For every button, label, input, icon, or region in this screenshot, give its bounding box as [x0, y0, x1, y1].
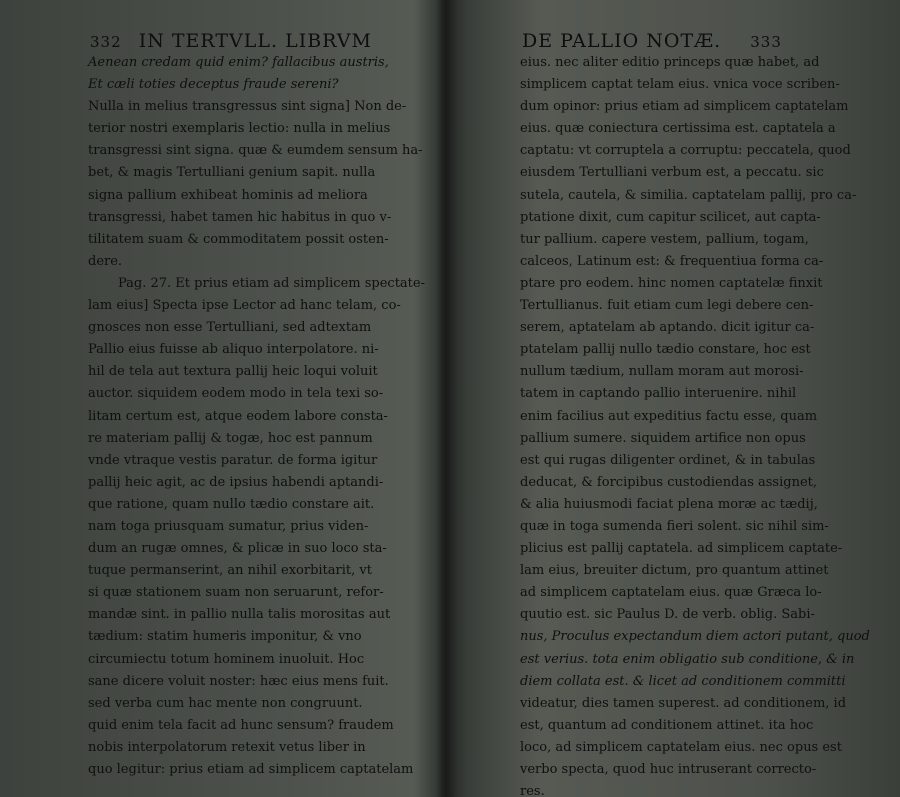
text-line: quo legitur: prius etiam ad simplicem captatelam	[88, 762, 414, 777]
text-line: quid enim tela facit ad hunc sensum? fraudem	[88, 717, 394, 733]
text-line: bet, & magis Tertulliani genium sapit. nulla	[88, 165, 376, 181]
text-line: lam eius, breuiter dictum, pro quantum attinet	[520, 563, 829, 579]
text-line: serem, aptatelam ab aptando. dicit igitur ca-	[520, 320, 815, 336]
text-line: lam eius] Specta ipse Lector ad hanc telam, co-	[88, 298, 401, 314]
text-line: dere.	[88, 253, 123, 269]
text-line: est qui rugas diligenter ordinet, & in tabulas	[520, 452, 816, 468]
text-line: litam certum est, atque eodem labore consta-	[88, 408, 388, 424]
text-line: eiusdem Tertulliani verbum est, a peccatu. sic	[520, 165, 824, 181]
text-line: pallij heic agit, ac de ipsius habendi aptandi-	[88, 474, 384, 490]
text-line: tædium: statim humeris imponitur, & vno	[88, 629, 362, 645]
text-line: est verius. tota enim obligatio sub conditione, & in	[520, 651, 855, 667]
text-line: tuque permanserint, an nihil exorbitarit, vt	[88, 563, 372, 579]
text-line: nam toga priusquam sumatur, prius viden-	[88, 518, 369, 534]
text-line: Et cæli toties deceptus fraude sereni?	[88, 77, 339, 93]
text-line: Tertullianus. fuit etiam cum legi debere cen-	[520, 298, 814, 314]
text-line: res.	[520, 784, 545, 797]
text-line: eius. nec aliter editio princeps quæ habet, ad	[520, 55, 820, 70]
text-line: & alia huiusmodi faciat plena moræ ac tædij,	[520, 496, 818, 512]
text-line: ptatelam pallij nullo tædio constare, hoc est	[520, 342, 811, 358]
text-line: verbo specta, quod huc intruserant correcto-	[520, 762, 817, 777]
text-line: dum opinor: prius etiam ad simplicem captatelam	[520, 99, 849, 115]
text-line: quutio est. sic Paulus D. de verb. oblig. Sabi-	[520, 607, 815, 623]
text-line: re materiam pallij & togæ, hoc est pannum	[88, 430, 373, 446]
text-line: Pallio eius fuisse ab aliquo interpolatore. ni-	[88, 342, 379, 358]
text-line: sane dicere voluit noster: hæc eius mens fuit.	[88, 673, 389, 689]
text-line: Pag. 27. Et prius etiam ad simplicem spectate-	[118, 275, 425, 291]
text-line: si quæ stationem suam non seruarunt, refor-	[88, 585, 384, 601]
text-line: vnde vtraque vestis paratur. de forma igitur	[88, 452, 378, 468]
right-page-number: 333	[750, 33, 782, 51]
text-line: circumiectu totum hominem inuoluit. Hoc	[88, 651, 365, 667]
text-line: sed verba cum hac mente non congruunt.	[88, 695, 363, 711]
left-body-text	[88, 52, 425, 781]
text-line: que ratione, quam nullo tædio constare ait.	[88, 496, 375, 512]
left-running-header	[90, 30, 372, 52]
left-page	[0, 0, 440, 797]
text-line: plicius est pallij captatela. ad simplicem captate-	[520, 541, 843, 557]
left-page-number: 332	[90, 33, 122, 51]
text-line: simplicem captat telam eius. vnica voce scriben-	[520, 77, 840, 93]
text-line: sutela, cautela, & similia. captatelam pallij, pro ca-	[520, 187, 857, 203]
right-page	[450, 0, 900, 797]
text-line: hil de tela aut textura pallij heic loqui voluit	[88, 364, 378, 380]
text-line: gnosces non esse Tertulliani, sed adtextam	[88, 320, 372, 336]
right-running-head: DE PALLIO NOTÆ.	[522, 30, 722, 52]
text-line: deducat, & forcipibus custodiendas assignet,	[520, 474, 817, 490]
text-line: est, quantum ad conditionem attinet. ita hoc	[520, 717, 814, 733]
text-line: terior nostri exemplaris lectio: nulla in melius	[88, 121, 391, 137]
text-line: tur pallium. capere vestem, pallium, togam,	[520, 231, 809, 247]
text-line: quæ in toga sumenda fieri solent. sic nihil sim-	[520, 518, 829, 534]
text-line: diem collata est. & licet ad conditionem committi	[520, 673, 846, 689]
text-line: Nulla in melius transgressus sint signa] Non de-	[88, 99, 407, 115]
text-line: captatu: vt corruptela a corruptu: peccatela, quod	[520, 143, 851, 159]
text-line: mandæ sint. in pallio nulla talis morositas aut	[88, 607, 391, 623]
text-line: tatem in captando pallio interuenire. nihil	[520, 386, 797, 402]
text-line: enim facilius aut expeditius factu esse, quam	[520, 408, 818, 424]
right-body-text	[520, 52, 880, 797]
text-line: nullum tædium, nullam moram aut morosi-	[520, 364, 804, 380]
text-line: ptare pro eodem. hinc nomen captatelæ finxit	[520, 275, 823, 291]
text-line: ad simplicem captatelam eius. quæ Græca lo-	[520, 585, 822, 601]
text-line: ptatione dixit, cum capitur scilicet, aut capta-	[520, 209, 821, 225]
text-line: transgressi, habet tamen hic habitus in quo v-	[88, 209, 392, 225]
text-line: signa pallium exhibeat hominis ad meliora	[88, 187, 368, 203]
left-running-head: IN TERTVLL. LIBRVM	[138, 30, 372, 52]
right-running-header	[522, 30, 782, 52]
text-line: pallium sumere. siquidem artifice non opus	[520, 430, 806, 446]
text-line: dum an rugæ omnes, & plicæ in suo loco sta-	[88, 541, 387, 557]
text-line: auctor. siquidem eodem modo in tela texi so-	[88, 386, 384, 402]
text-line: calceos, Latinum est: & frequentiua forma ca-	[520, 253, 824, 269]
text-line: eius. quæ coniectura certissima est. captatela a	[520, 121, 836, 137]
text-line: nus, Proculus expectandum diem actori putant, quod	[520, 629, 870, 645]
text-line: loco, ad simplicem captatelam eius. nec opus est	[520, 739, 842, 755]
text-line: tilitatem suam & commoditatem possit osten-	[88, 231, 389, 247]
text-line: videatur, dies tamen superest. ad conditionem, id	[520, 695, 847, 711]
text-line: Aenean credam quid enim? fallacibus austris,	[88, 55, 389, 70]
text-line: nobis interpolatorum retexit vetus liber in	[88, 739, 366, 755]
text-line: transgressi sint signa. quæ & eumdem sensum ha-	[88, 143, 423, 159]
